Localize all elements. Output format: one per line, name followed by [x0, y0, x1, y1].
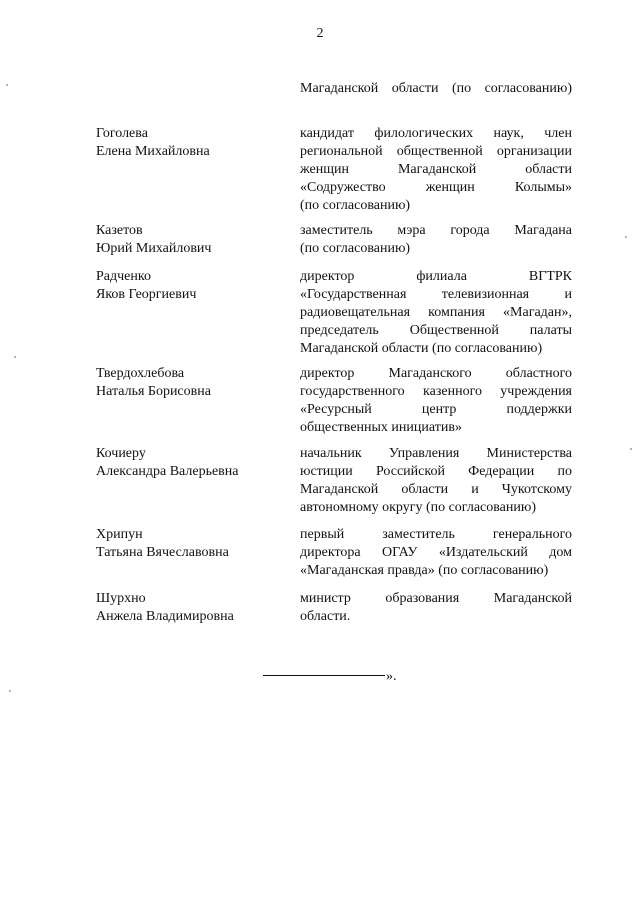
- position-line: «Магаданская правда» (по согласованию): [300, 563, 549, 578]
- position-line: директор Магаданского областного: [300, 366, 572, 381]
- member-name: [96, 125, 296, 161]
- position-line: (по согласованию): [300, 198, 411, 213]
- closing-quote-mark: ».: [386, 669, 397, 684]
- position-line: «Содружество женщин Колымы»: [300, 180, 572, 195]
- member-surname: Радченко: [96, 269, 151, 284]
- position-line: директор филиала ВГТРК: [300, 269, 572, 284]
- page-number: 2: [316, 26, 324, 41]
- member-position: [300, 445, 572, 517]
- position-line: «Государственная телевизионная и: [300, 287, 572, 302]
- member-position: [300, 526, 572, 580]
- member-given-names: Наталья Борисовна: [96, 384, 211, 399]
- position-line: кандидат филологических наук, член: [300, 126, 572, 141]
- member-given-names: Татьяна Вячеславовна: [96, 545, 229, 560]
- position-line: радиовещательная компания «Магадан»,: [300, 305, 572, 320]
- position-line: Магаданской области и Чукотскому: [300, 482, 572, 497]
- continuation-line: Магаданской области (по согласованию): [300, 81, 572, 96]
- position-line: «Ресурсный центр поддержки: [300, 402, 572, 417]
- member-surname: Гоголева: [96, 126, 148, 141]
- member-position: [300, 125, 572, 215]
- member-surname: Хрипун: [96, 527, 143, 542]
- member-position: [300, 590, 572, 626]
- position-line: первый заместитель генерального: [300, 527, 572, 542]
- member-given-names: Анжела Владимировна: [96, 609, 234, 624]
- position-line: региональной общественной организации: [300, 144, 572, 159]
- position-line: председатель Общественной палаты: [300, 323, 572, 338]
- member-surname: Твердохлебова: [96, 366, 185, 381]
- scan-speck: [6, 84, 8, 86]
- member-position: [300, 222, 572, 258]
- position-line: женщин Магаданской области: [300, 162, 572, 177]
- position-line: области.: [300, 609, 351, 624]
- position-line: министр образования Магаданской: [300, 591, 572, 606]
- member-name: [96, 445, 296, 481]
- member-surname: Казетов: [96, 223, 143, 238]
- member-name: [96, 590, 296, 626]
- position-line: общественных инициатив»: [300, 420, 462, 435]
- position-line: Магаданской области (по согласованию): [300, 341, 543, 356]
- closing-rule: [263, 668, 397, 686]
- position-line: заместитель мэра города Магадана: [300, 223, 572, 238]
- scan-speck: [630, 448, 632, 450]
- member-given-names: Елена Михайловна: [96, 144, 210, 159]
- member-name: [96, 526, 296, 562]
- member-given-names: Юрий Михайлович: [96, 241, 212, 256]
- member-surname: Шурхно: [96, 591, 146, 606]
- member-position: [300, 365, 572, 437]
- member-name: [96, 365, 296, 401]
- scan-speck: [14, 356, 16, 358]
- member-name: [96, 222, 296, 258]
- position-line: директора ОГАУ «Издательский дом: [300, 545, 572, 560]
- member-surname: Кочиеру: [96, 446, 146, 461]
- member-given-names: Яков Георгиевич: [96, 287, 197, 302]
- position-line: начальник Управления Министерства: [300, 446, 572, 461]
- scan-speck: [625, 236, 627, 238]
- position-line: государственного казенного учреждения: [300, 384, 572, 399]
- underline-rule: [263, 675, 385, 676]
- member-given-names: Александра Валерьевна: [96, 464, 239, 479]
- position-line: юстиции Российской Федерации по: [300, 464, 572, 479]
- scan-speck: [9, 690, 11, 692]
- position-line: автономному округу (по согласованию): [300, 500, 536, 515]
- member-position: [300, 268, 572, 358]
- member-name: [96, 268, 296, 304]
- position-line: (по согласованию): [300, 241, 411, 256]
